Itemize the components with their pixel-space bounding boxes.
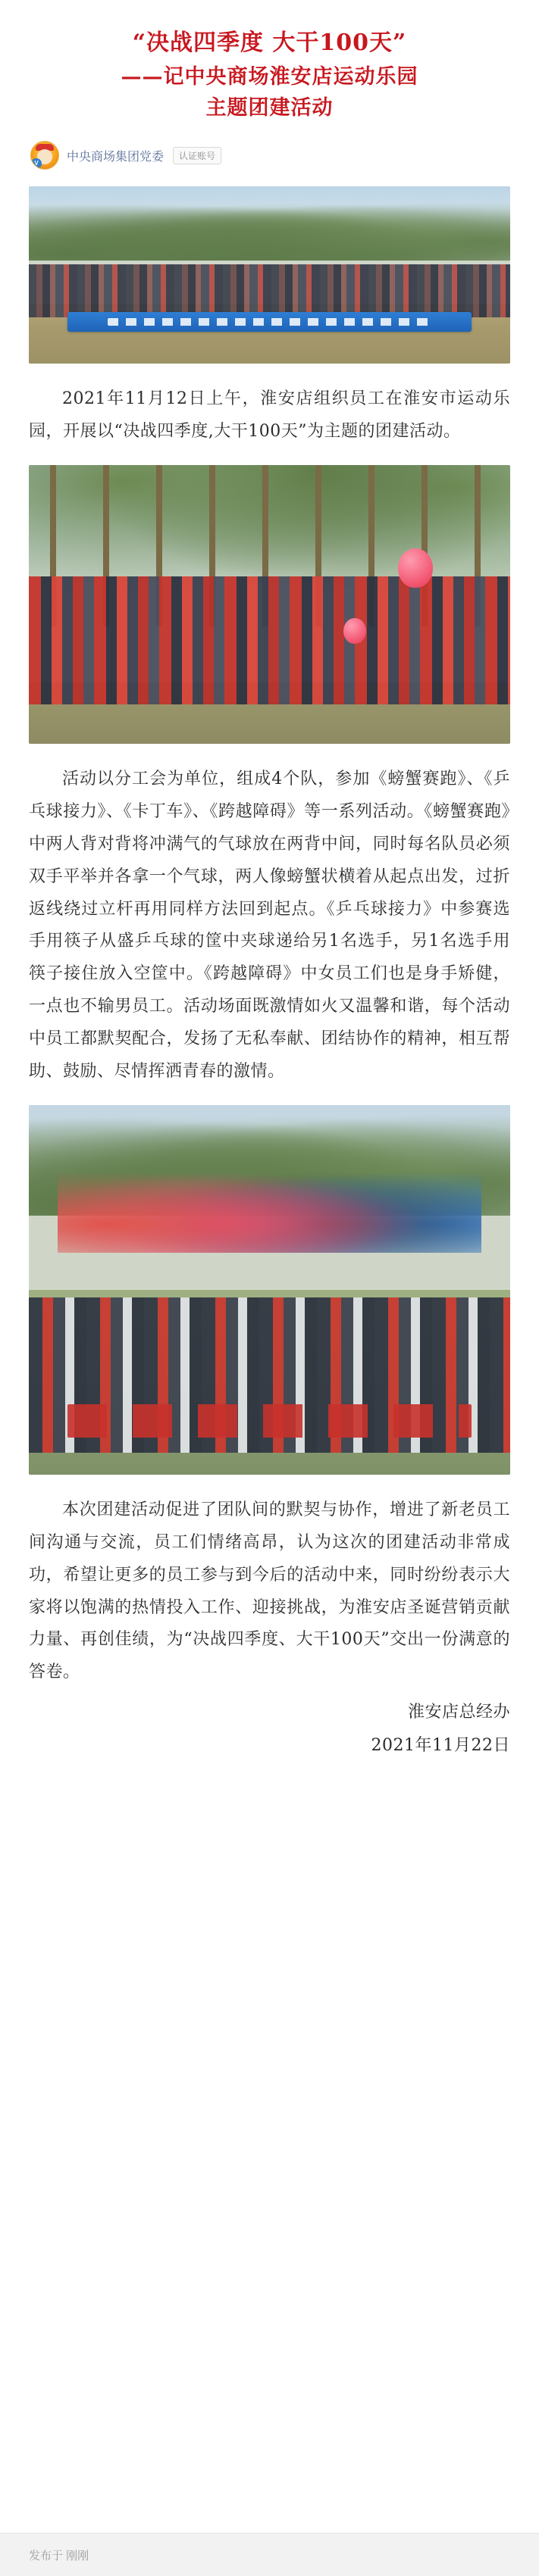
image-certificates-region	[67, 1404, 472, 1438]
image-crowd-region	[29, 264, 510, 317]
publish-time: 发布于 刚刚	[29, 2549, 89, 2562]
verified-check-icon: V	[31, 158, 42, 169]
footer-bar	[0, 2533, 539, 2576]
account-name[interactable]: 中央商场集团党委	[67, 150, 165, 164]
image-balloon-shape	[398, 548, 433, 588]
image-crowd-region	[29, 576, 510, 704]
image-kart-region	[58, 1157, 481, 1253]
paragraph-3: 本次团建活动促进了团队间的默契与协作，增进了新老员工间沟通与交流，员工们情绪高昂，认为这次的团建活动非常成功，希望让更多的员工参与到今后的活动中来，同时纷纷表示大家将以饱满的热情投入工作、迎接挑战，为淮安店圣诞营销贡献力量、再创佳绩，为“决战四季度、大干100天”交出一份满意的答卷。	[29, 1500, 510, 1682]
article-image-3	[29, 1105, 510, 1475]
article-image-2	[29, 465, 510, 744]
image-trees-region	[29, 197, 510, 261]
status-badge: 认证账号	[173, 147, 221, 164]
signature: 淮安店总经办	[407, 1703, 510, 1722]
title-line-3: 主题团建活动	[205, 96, 334, 120]
avatar[interactable]	[30, 141, 59, 170]
title-line-1: “决战四季度 大干100天”	[132, 30, 407, 56]
signature-date: 2021年11月22日	[371, 1736, 510, 1756]
paragraph-2: 活动以分工会为单位，组成4个队，参加《螃蟹赛跑》、《乒乓球接力》、《卡丁车》、《跨越障碍》等一系列活动。《螃蟹赛跑》中两人背对背将冲满气的气球放在两背中间，同时每名队员必须双手平举并各拿一个气球，两人像螃蟹状横着从起点出发，过折返线绕过立杆再用同样方法回到起点。《乒乓球接力》中参赛选手用筷子从盛乒乓球的筐中夹球递给另1名选手，另1名选手用筷子接住放入空筐中。《跨越障碍》中女员工们也是身手矫健，一点也不输男员工。活动场面既激情如火又温馨和谐，每个活动中员工都默契配合，发扬了无私奉献、团结协作的精神，相互帮助、鼓励、尽情挥洒青春的激情。	[29, 769, 510, 1081]
article-image-1	[29, 186, 510, 364]
paragraph-1: 2021年11月12日上午，淮安店组织员工在淮安市运动乐园，开展以“决战四季度,大干100天”为主题的团建活动。	[29, 389, 510, 442]
image-balloon-shape	[343, 618, 366, 644]
account-row[interactable]	[29, 141, 510, 170]
title-line-2: ——记中央商场淮安店运动乐园	[121, 64, 418, 89]
image-banner-region	[67, 312, 472, 332]
page-title	[29, 26, 510, 124]
